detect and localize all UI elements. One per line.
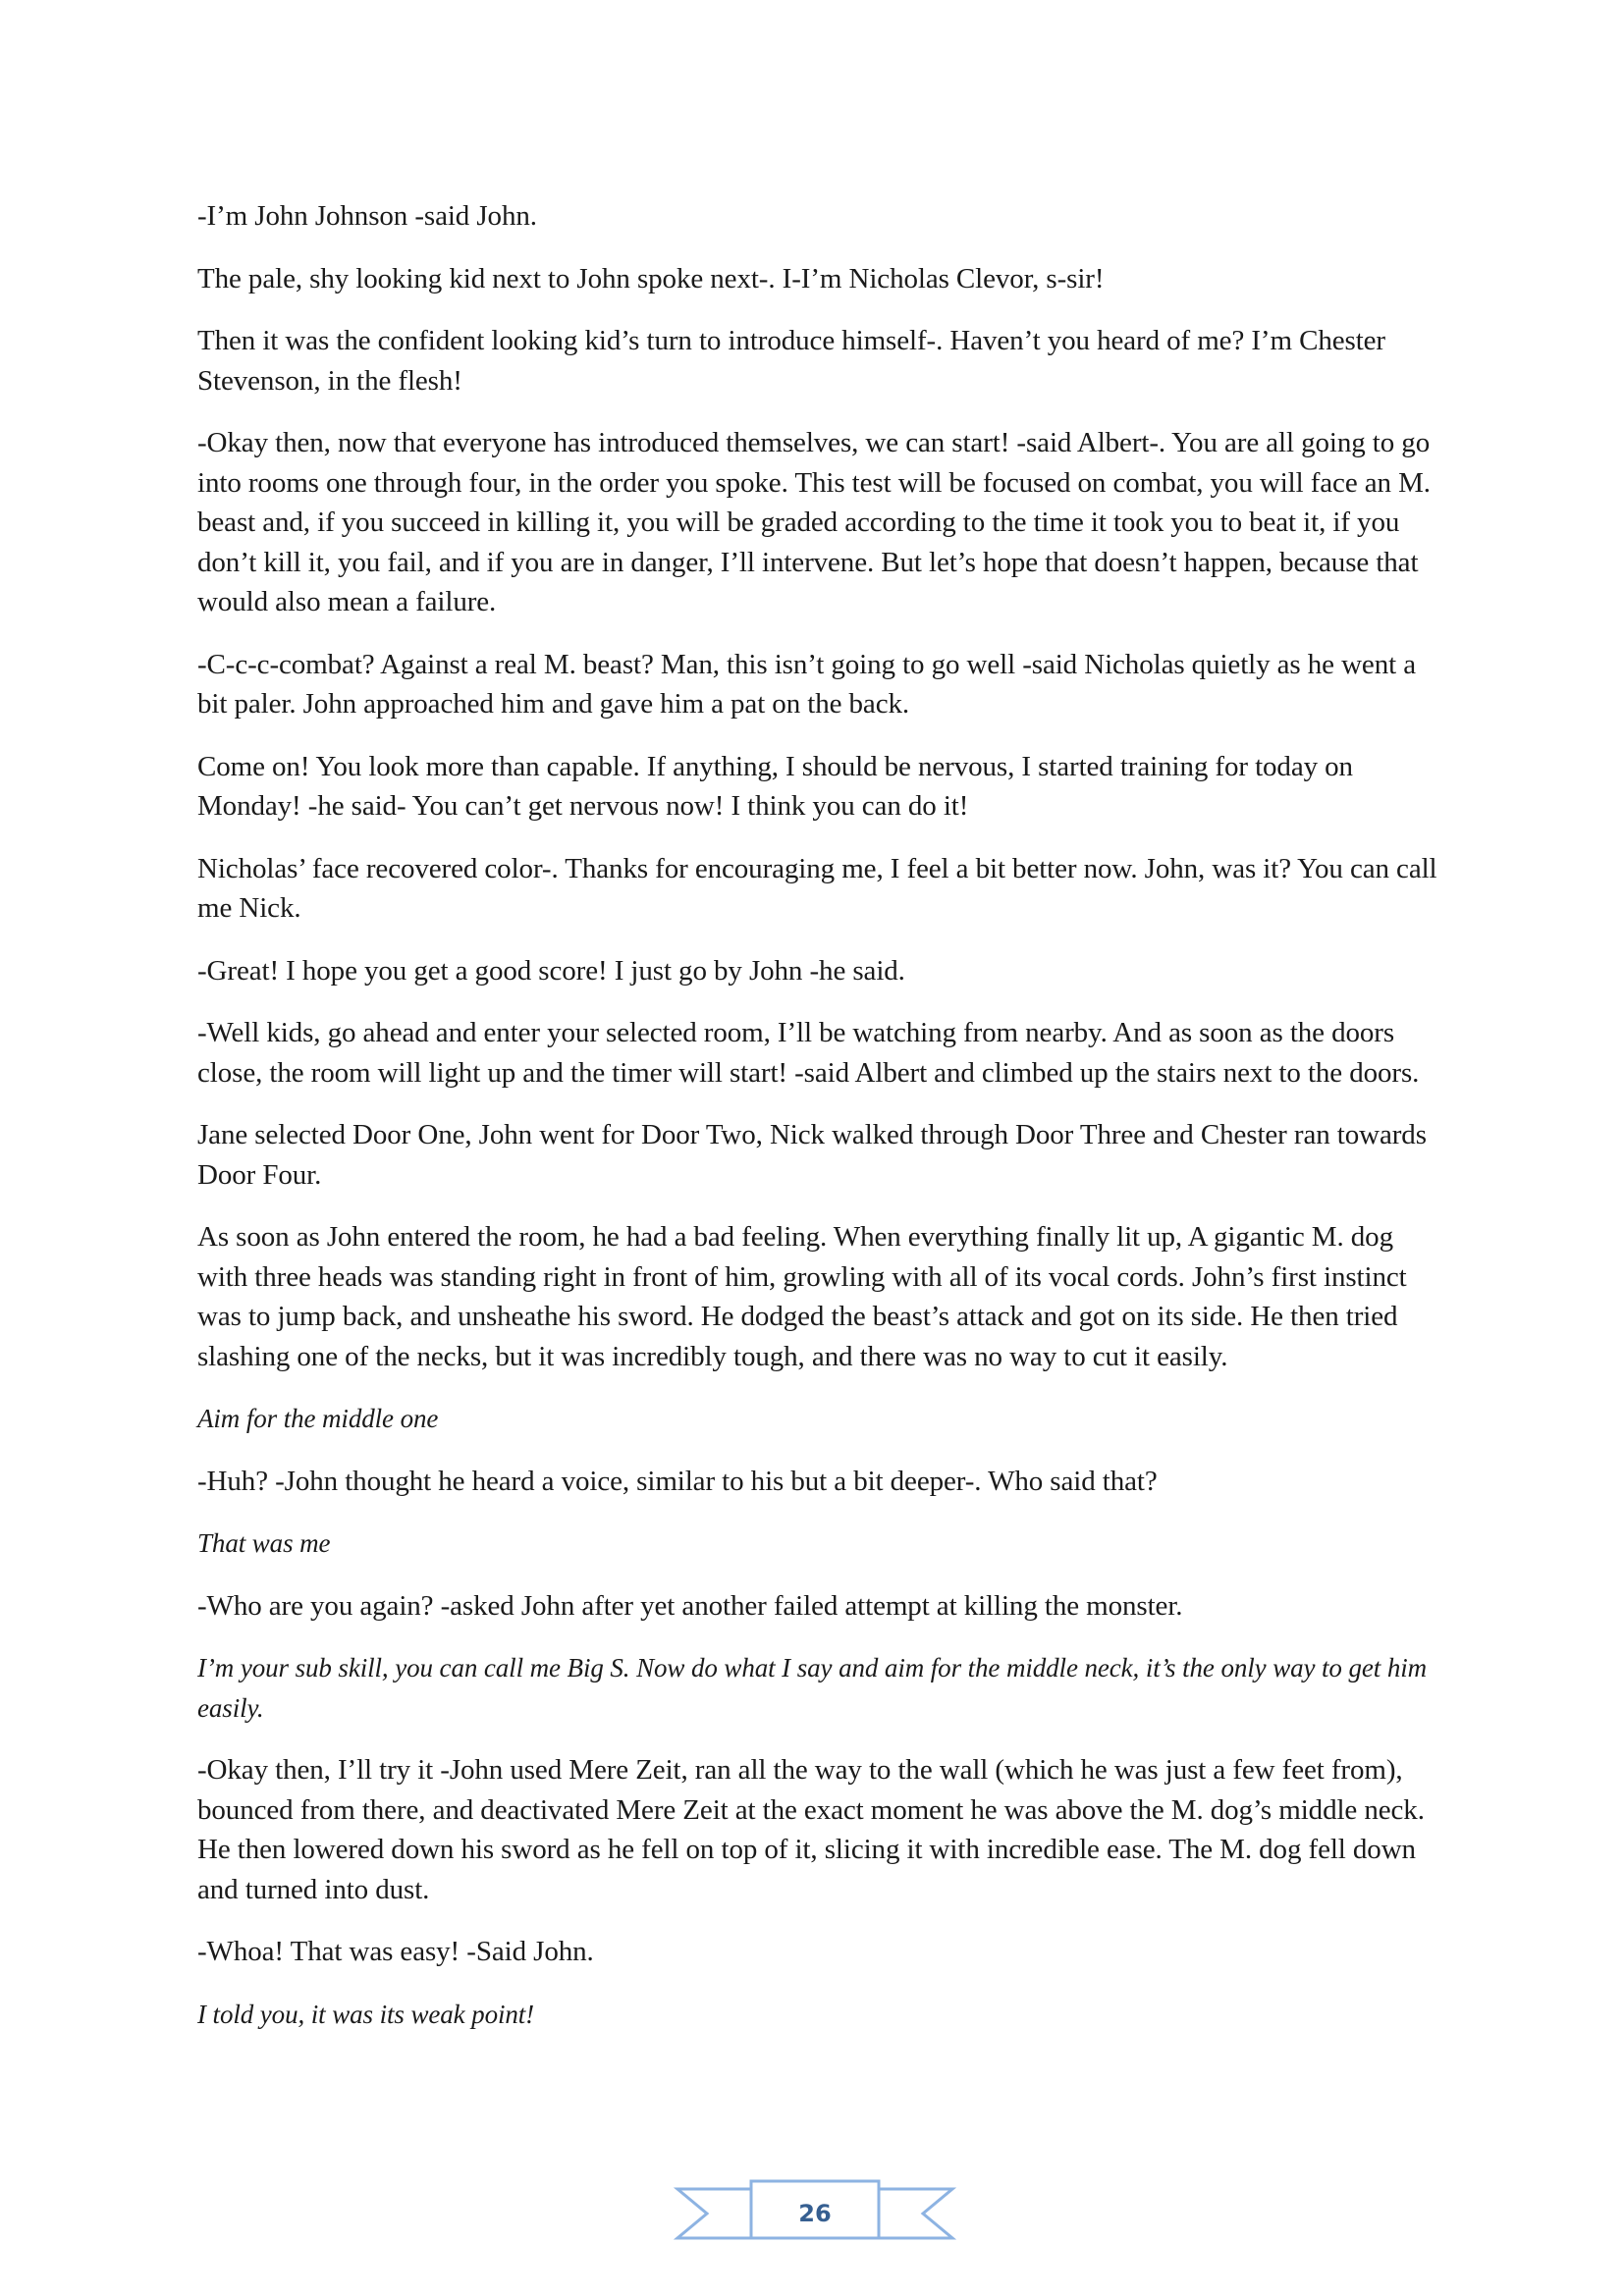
body-text <box>197 196 1444 2056</box>
paragraph: The pale, shy looking kid next to John spoke next-. I-I’m Nicholas Clevor, s-sir! <box>197 262 1105 294</box>
paragraph: -Whoa! That was easy! -Said John. <box>197 1936 594 1967</box>
paragraph: -Who are you again? -asked John after yet another failed attempt at killing the monster. <box>197 1589 1183 1622</box>
paragraph: -Well kids, go ahead and enter your selected room, I’ll be watching from nearby. And as soon as the doors close, the room will light up and the timer will start! -said Albert and climbed up the stairs next to the doors. <box>197 1017 1420 1089</box>
paragraph: -I’m John Johnson -said John. <box>197 200 537 232</box>
paragraph: -Huh? -John thought he heard a voice, similar to his but a bit deeper-. Who said that? <box>197 1465 1158 1497</box>
paragraph: As soon as John entered the room, he had a bad feeling. When everything finally lit up, A gigantic M. dog with three heads was standing right in front of him, growling with all of its vocal cords. John’s first instinct was to jump back, and unsheathe his sword. He dodged the beast’s attack and got on its side. He then tried slashing one of the necks, but it was incredibly tough, and there was no way to cut it easily. <box>197 1221 1407 1372</box>
paragraph: Nicholas’ face recovered color-. Thanks for encouraging me, I feel a bit better now. John, was it? You can call me Nick. <box>197 852 1437 924</box>
paragraph: Then it was the confident looking kid’s turn to introduce himself-. Haven’t you heard of me? I’m Chester Stevenson, in the flesh! <box>197 325 1385 397</box>
paragraph: -Okay then, now that everyone has introduced themselves, we can start! -said Albert-. You are all going to go into rooms one through four, in the order you spoke. This test will be focused on combat, you will face an M. beast and, if you succeed in killing it, you will be graded according to the time it took you to beat it, if you don’t kill it, you fail, and if you are in danger, I’ll intervene. But let’s hope that doesn’t happen, because that would also mean a failure. <box>197 427 1431 617</box>
paragraph: -C-c-c-combat? Against a real M. beast? Man, this isn’t going to go well -said Nicholas quietly as he went a bit paler. John approached him and gave him a pat on the back. <box>197 648 1416 720</box>
paragraph: -Okay then, I’ll try it -John used Mere Zeit, ran all the way to the wall (which he was just a few feet from), bounced from there, and deactivated Mere Zeit at the exact moment he was above the M. dog’s middle neck. He then lowered down his sword as he fell on top of it, slicing it with incredible ease. The M. dog fell down and turned into dust. <box>197 1754 1425 1905</box>
paragraph: Jane selected Door One, John went for Door Two, Nick walked through Door Three and Chester ran towards Door Four. <box>197 1119 1427 1191</box>
italic-thought: Aim for the middle one <box>197 1404 439 1433</box>
italic-thought: I’m your sub skill, you can call me Big S. Now do what I say and aim for the middle neck, it’s the only way to get him easily. <box>197 1653 1428 1723</box>
italic-thought: That was me <box>197 1528 331 1558</box>
italic-thought: I told you, it was its weak point! <box>197 1999 535 2029</box>
page-footer <box>0 2169 1624 2258</box>
paragraph: -Great! I hope you get a good score! I just go by John -he said. <box>197 954 905 987</box>
paragraph: Come on! You look more than capable. If anything, I should be nervous, I started training for today on Monday! -he said- You can’t get nervous now! I think you can do it! <box>197 750 1353 822</box>
page-number: 26 <box>798 2200 832 2227</box>
